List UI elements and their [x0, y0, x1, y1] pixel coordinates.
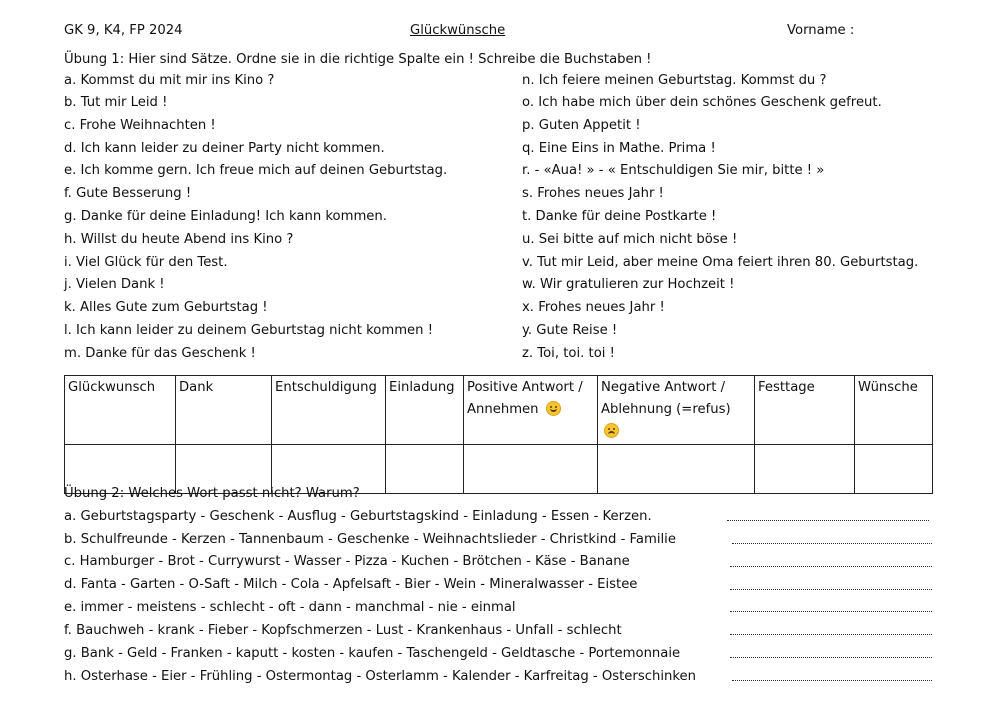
- class-info: GK 9, K4, FP 2024: [64, 23, 183, 38]
- exercise-2-instruction: Übung 2: Welches Wort passt nicht? Warum?: [64, 486, 360, 501]
- page-title: Glückwünsche: [410, 23, 506, 38]
- list-item: j. Vielen Dank !: [64, 277, 165, 292]
- column-header-label: Dank: [179, 380, 214, 395]
- list-item: v. Tut mir Leid, aber meine Oma feiert ihren 80. Geburtstag.: [522, 255, 919, 270]
- answer-cell[interactable]: [755, 445, 855, 494]
- list-item: p. Guten Appetit !: [522, 118, 641, 133]
- list-item: z. Toi, toi. toi !: [522, 346, 615, 361]
- answer-cell[interactable]: [464, 445, 598, 494]
- list-item: a. Kommst du mit mir ins Kino ?: [64, 73, 275, 88]
- column-header-label: Glückwunsch: [68, 380, 156, 395]
- column-header-label: Entschuldigung: [275, 380, 377, 395]
- column-header-wuensche: [855, 376, 933, 445]
- list-item: q. Eine Eins in Mathe. Prima !: [522, 141, 716, 156]
- column-header-glueckwunsch: [65, 376, 176, 445]
- list-item: m. Danke für das Geschenk !: [64, 346, 256, 361]
- list-item: k. Alles Gute zum Geburtstag !: [64, 300, 268, 315]
- column-header-sublabel: Annehmen: [467, 402, 539, 417]
- list-item: h. Willst du heute Abend ins Kino ?: [64, 232, 294, 247]
- list-item: h. Osterhase - Eier - Frühling - Ostermontag - Osterlamm - Kalender - Karfreitag - Osterschinken: [64, 669, 696, 684]
- answer-line[interactable]: [730, 611, 932, 612]
- answer-cell[interactable]: [855, 445, 933, 494]
- list-item: d. Ich kann leider zu deiner Party nicht kommen.: [64, 141, 385, 156]
- answer-line[interactable]: [732, 543, 932, 544]
- table-header-row: [65, 376, 933, 445]
- list-item: l. Ich kann leider zu deinem Geburtstag nicht kommen !: [64, 323, 434, 338]
- list-item: s. Frohes neues Jahr !: [522, 186, 664, 201]
- list-item: e. Ich komme gern. Ich freue mich auf deinen Geburtstag.: [64, 163, 448, 178]
- list-item: d. Fanta - Garten - O-Saft - Milch - Cola - Apfelsaft - Bier - Wein - Mineralwasser - Eistee: [64, 577, 638, 592]
- list-item: o. Ich habe mich über dein schönes Geschenk gefreut.: [522, 95, 882, 110]
- answer-line[interactable]: [730, 657, 932, 658]
- column-header-label: Einladung: [389, 380, 455, 395]
- frown-icon: [604, 423, 619, 438]
- list-item: g. Bank - Geld - Franken - kaputt - kosten - kaufen - Taschengeld - Geldtasche - Portemonnaie: [64, 646, 681, 661]
- list-item: b. Schulfreunde - Kerzen - Tannenbaum - Geschenke - Weihnachtslieder - Christkind - Familie: [64, 532, 676, 547]
- column-header-label: Negative Antwort /: [601, 380, 726, 395]
- column-header-sublabel: Ablehnung (=refus): [601, 402, 731, 417]
- answer-line[interactable]: [732, 680, 932, 681]
- list-item: w. Wir gratulieren zur Hochzeit !: [522, 277, 735, 292]
- column-header-negative-antwort: [598, 376, 755, 445]
- exercise-1-instruction: Übung 1: Hier sind Sätze. Ordne sie in die richtige Spalte ein ! Schreibe die Buchstaben !: [64, 52, 652, 67]
- column-header-label: Positive Antwort /: [467, 380, 583, 395]
- answer-cell[interactable]: [386, 445, 464, 494]
- answer-line[interactable]: [730, 566, 932, 567]
- column-header-dank: [176, 376, 272, 445]
- answer-line[interactable]: [730, 634, 932, 635]
- list-item: u. Sei bitte auf mich nicht böse !: [522, 232, 738, 247]
- list-item: b. Tut mir Leid !: [64, 95, 168, 110]
- list-item: r. - «Aua! » - « Entschuldigen Sie mir, bitte ! »: [522, 163, 825, 178]
- answer-line[interactable]: [727, 520, 929, 521]
- list-item: t. Danke für deine Postkarte !: [522, 209, 717, 224]
- list-item: a. Geburtstagsparty - Geschenk - Ausflug - Geburtstagskind - Einladung - Essen - Kerzen.: [64, 509, 652, 524]
- column-header-festtage: [755, 376, 855, 445]
- column-header-label: Festtage: [758, 380, 815, 395]
- list-item: x. Frohes neues Jahr !: [522, 300, 665, 315]
- list-item: c. Hamburger - Brot - Currywurst - Wasser - Pizza - Kuchen - Brötchen - Käse - Banane: [64, 554, 630, 569]
- list-item: c. Frohe Weihnachten !: [64, 118, 216, 133]
- column-header-entschuldigung: [272, 376, 386, 445]
- list-item: i. Viel Glück für den Test.: [64, 255, 228, 270]
- smiley-icon: [546, 401, 561, 416]
- list-item: g. Danke für deine Einladung! Ich kann kommen.: [64, 209, 387, 224]
- list-item: y. Gute Reise !: [522, 323, 618, 338]
- list-item: e. immer - meistens - schlecht - oft - dann - manchmal - nie - einmal: [64, 600, 516, 615]
- sorting-table: [64, 375, 933, 494]
- answer-cell[interactable]: [598, 445, 755, 494]
- column-header-label: Wünsche: [858, 380, 918, 395]
- list-item: f. Gute Besserung !: [64, 186, 192, 201]
- list-item: n. Ich feiere meinen Geburtstag. Kommst du ?: [522, 73, 827, 88]
- answer-line[interactable]: [730, 589, 932, 590]
- list-item: f. Bauchweh - krank - Fieber - Kopfschmerzen - Lust - Krankenhaus - Unfall - schlecht: [64, 623, 622, 638]
- column-header-positive-antwort: [464, 376, 598, 445]
- first-name-label: Vorname :: [787, 23, 855, 38]
- column-header-einladung: [386, 376, 464, 445]
